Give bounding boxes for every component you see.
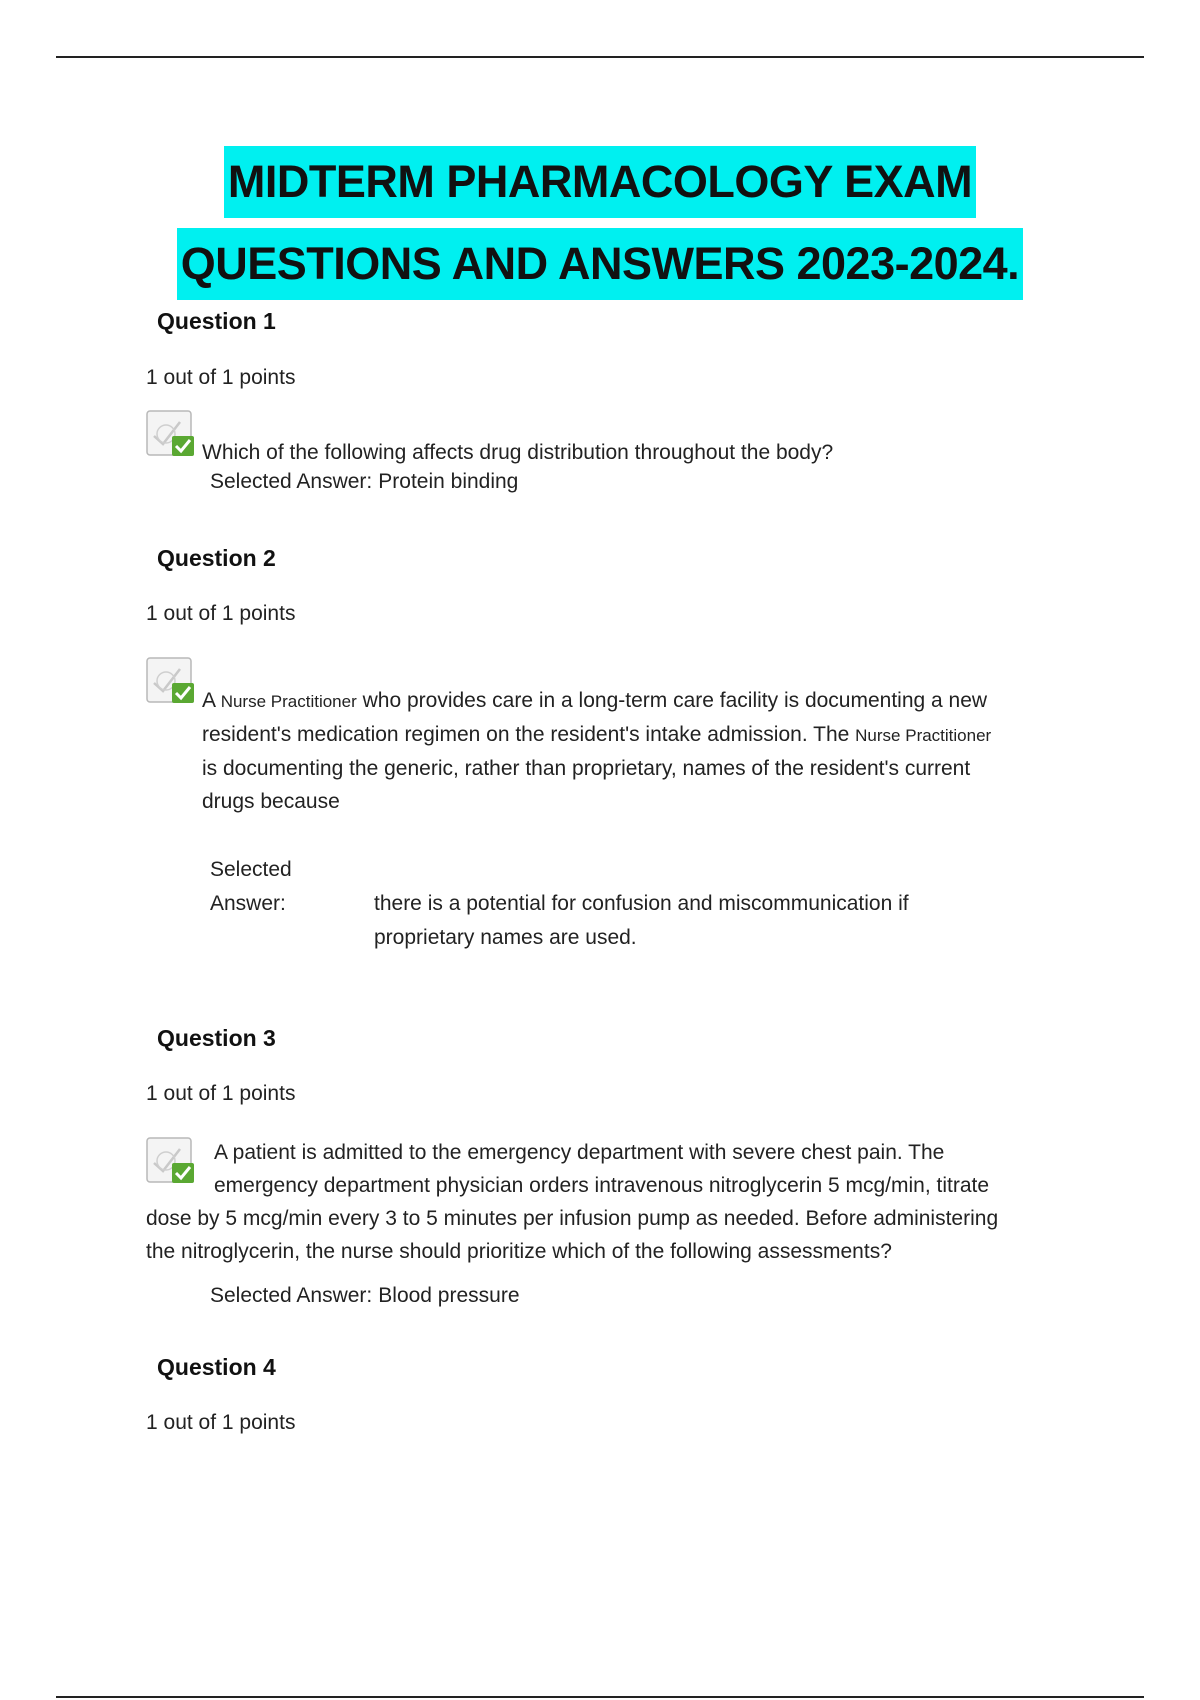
top-rule bbox=[56, 56, 1144, 58]
answer-label: Selected Answer: bbox=[210, 1284, 373, 1307]
question-3-points: 1 out of 1 points bbox=[146, 1082, 296, 1105]
title-line-1: MIDTERM PHARMACOLOGY EXAM bbox=[224, 146, 976, 218]
answer-value: Protein binding bbox=[378, 470, 519, 493]
question-3-text: A patient is admitted to the emergency department with severe chest pain. The emergency department physician orders intravenous nitroglycerin 5 mcg/min, titrate dose by 5 mcg/min every 3 to 5 minutes per infusion pump as needed. Before administering the nitroglycerin, the nurse should prioritize which of the following assessments? bbox=[146, 1141, 999, 1263]
correct-check-icon bbox=[146, 657, 196, 707]
question-4-heading: Question 4 bbox=[157, 1354, 276, 1380]
answer-label-line-2: Answer: bbox=[210, 892, 286, 915]
document-title bbox=[0, 146, 1200, 300]
answer-label-line-1: Selected bbox=[210, 858, 292, 881]
question-2-text: A Nurse Practitioner who provides care in a long-term care facility is documenting a new resident's medication regimen on the resident's intake admission. The Nurse Practitioner is documenting the generic, rather than proprietary, names of the resident's current drugs because bbox=[202, 689, 992, 813]
question-1-text: Which of the following affects drug distribution throughout the body? bbox=[202, 441, 834, 464]
question-4-points: 1 out of 1 points bbox=[146, 1411, 296, 1434]
question-1-heading: Question 1 bbox=[157, 308, 276, 334]
correct-check-icon bbox=[146, 410, 196, 460]
question-2-heading: Question 2 bbox=[157, 545, 276, 571]
question-3-heading: Question 3 bbox=[157, 1025, 276, 1051]
answer-value: Blood pressure bbox=[378, 1284, 520, 1307]
question-1-points: 1 out of 1 points bbox=[146, 366, 296, 389]
bottom-rule bbox=[56, 1696, 1144, 1698]
answer-value-line-2: proprietary names are used. bbox=[374, 926, 637, 949]
answer-label: Selected Answer: bbox=[210, 470, 373, 493]
question-2-points: 1 out of 1 points bbox=[146, 602, 296, 625]
answer-value-line-1: there is a potential for confusion and miscommunication if bbox=[374, 892, 909, 915]
question-3-answer bbox=[210, 1284, 520, 1308]
title-line-2: QUESTIONS AND ANSWERS 2023-2024. bbox=[177, 228, 1023, 300]
question-2-answer bbox=[210, 853, 1110, 963]
question-1-answer bbox=[210, 470, 518, 494]
